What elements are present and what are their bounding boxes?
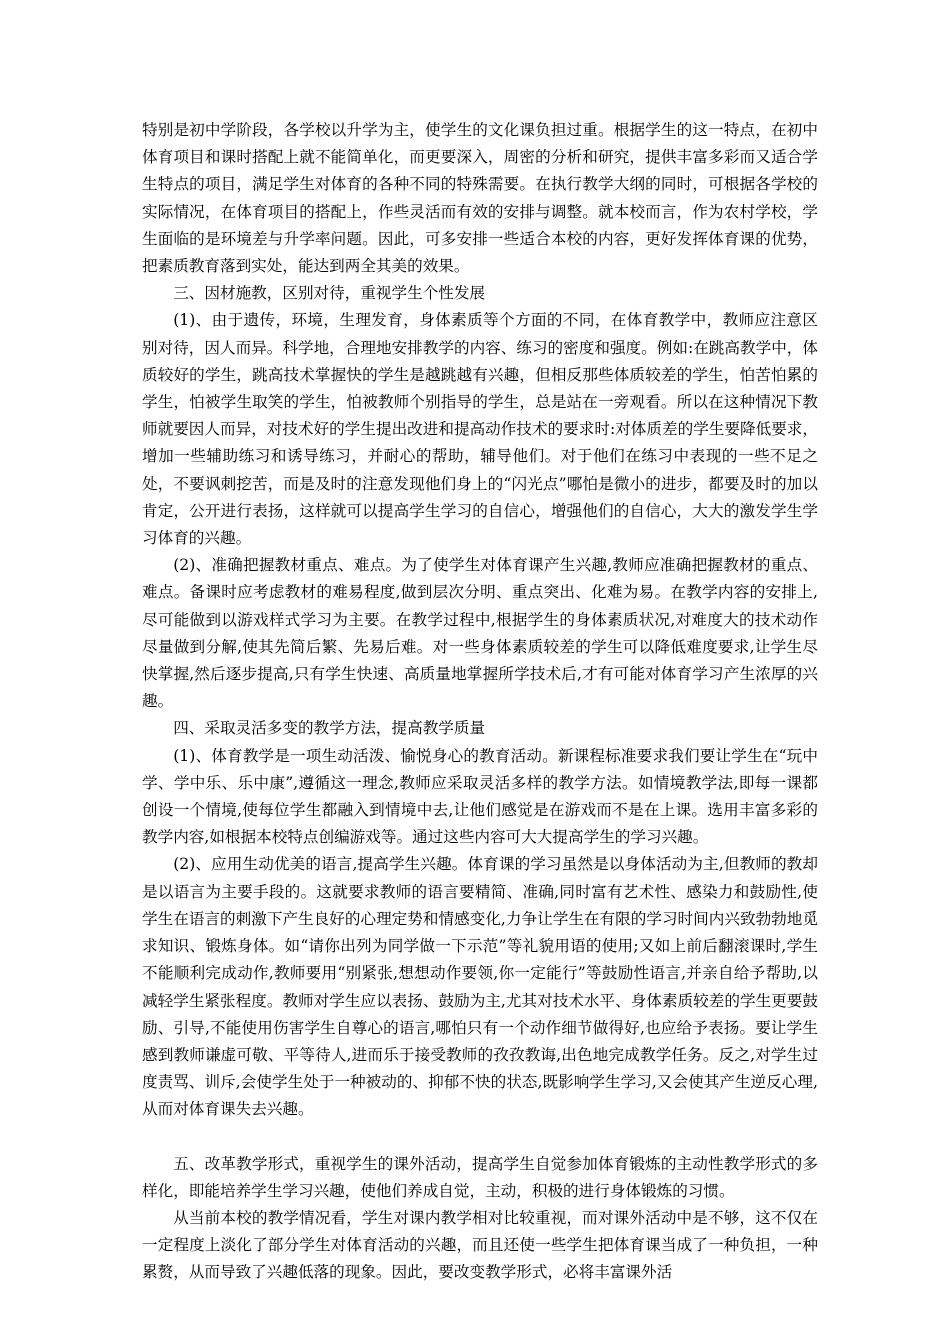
section-heading-four: 四、采取灵活多变的教学方法，提高教学质量 xyxy=(173,719,486,738)
paragraph-four-1: (1)、体育教学是一项生动活泼、愉悦身心的教育活动。新课程标准要求我们要让学生在“玩中学、学中乐、乐中康”,遵循这一理念,教师应采取灵活多样的教学方法。如情境教学法,即每一课都创设一个情境,使每位学生都融入到情境中去,让他们感觉是在游戏而不是在上课。选用丰富多彩的教学内容,如根据本校特点创编游戏等。通过这些内容可大大提高学生的学习兴趣。 xyxy=(142,746,818,847)
paragraph-four-2: (2)、应用生动优美的语言,提高学生兴趣。体育课的学习虽然是以身体活动为主,但教师的教却是以语言为主要手段的。这就要求教师的语言要精简、准确,同时富有艺术性、感染力和鼓励性,使学生在语言的刺激下产生良好的心理定势和情感变化,力争让学生在有限的学习时间内兴致勃勃地觅求知识、锻炼身体。如“请你出列为同学做一下示范”等礼貌用语的使用;又如上前后翻滚课时,学生不能顺利完成动作,教师要用“别紧张,想想动作要领,你一定能行”等鼓励性语言,并亲自给予帮助,以减轻学生紧张程度。教师对学生应以表扬、鼓励为主,尤其对技术水平、身体素质较差的学生更要鼓励、引导,不能使用伤害学生自尊心的语言,哪怕只有一个动作细节做得好,也应给予表扬。要让学生感到教师谦虚可敬、平等待人,进而乐于接受教师的孜孜教诲,出色地完成教学任务。反之,对学生过度责骂、训斥,会使学生处于一种被动的、抑郁不快的状态,既影响学生学习,又会使其产生逆反心理,从而对体育课失去兴趣。 xyxy=(142,855,818,1119)
paragraph-three-1: (1)、由于遗传，环境，生理发育，身体素质等个方面的不同，在体育教学中，教师应注意区别对待，因人而异。科学地，合理地安排教学的内容、练习的密度和强度。例如:在跳高教学中，体质较好的学生，跳高技术掌握快的学生是越跳越有兴趣，但相反那些体质较差的学生，怕苦怕累的学生，怕被学生取笑的学生，怕被教师个别指导的学生，总是站在一旁观看。所以在这种情况下教师就要因人而异，对技术好的学生提出改进和提高动作技术的要求时:对体质差的学生要降低要求，增加一些辅助练习和诱导练习，并耐心的帮助，辅导他们。对于他们在练习中表现的一些不足之处，不要讽刺挖苦，而是及时的注意发现他们身上的“闪光点”哪怕是微小的进步，都要及时的加以肯定，公开进行表扬，这样就可以提高学生学习的自信心，增强他们的自信心，大大的激发学生学习体育的兴趣。 xyxy=(142,311,818,548)
paragraph-five-body: 从当前本校的教学情况看，学生对课内教学相对比较重视，而对课外活动中是不够，这不仅在一定程度上淡化了部分学生对体育活动的兴趣，而且还使一些学生把体育课当成了一种负担，一种累赘，从而导致了兴趣低落的现象。因此，要改变教学形式，必将丰富课外活 xyxy=(142,1208,818,1282)
section-heading-three: 三、因材施教，区别对待，重视学生个性发展 xyxy=(173,284,486,303)
paragraph-three-2: (2)、准确把握教材重点、难点。为了使学生对体育课产生兴趣,教师应准确把握教材的重点、难点。备课时应考虑教材的难易程度,做到层次分明、重点突出、化难为易。在教学内容的安排上,尽可能做到以游戏样式学习为主要。在教学过程中,根据学生的身体素质状况,对难度大的技术动作尽量做到分解,使其先简后繁、先易后难。对一些身体素质较差的学生可以降低难度要求,让学生尽快掌握,然后逐步提高,只有学生快速、高质量地掌握所学技术后,才有可能对体育学习产生浓厚的兴趣。 xyxy=(142,556,818,711)
paragraph-five-heading: 五、改革教学形式，重视学生的课外活动，提高学生自觉参加体育锻炼的主动性教学形式的多样化，即能培养学生学习兴趣，使他们养成自觉，主动，积极的进行身体锻炼的习惯。 xyxy=(142,1154,818,1200)
paragraph-continuation: 特别是初中学阶段，各学校以升学为主，使学生的文化课负担过重。根据学生的这一特点，在初中体育项目和课时搭配上就不能简单化，而更要深入，周密的分析和研究，提供丰富多彩而又适合学生特点的项目，满足学生对体育的各种不同的特殊需要。在执行教学大纲的同时，可根据各学校的实际情况，在体育项目的搭配上，作些灵活而有效的安排与调整。就本校而言，作为农村学校，学生面临的是环境差与升学率问题。因此，可多安排一些适合本校的内容，更好发挥体育课的优势，把素质教育落到实处，能达到两全其美的效果。 xyxy=(142,121,818,276)
document-body xyxy=(142,117,818,1287)
paragraph-spacer xyxy=(142,1124,818,1151)
